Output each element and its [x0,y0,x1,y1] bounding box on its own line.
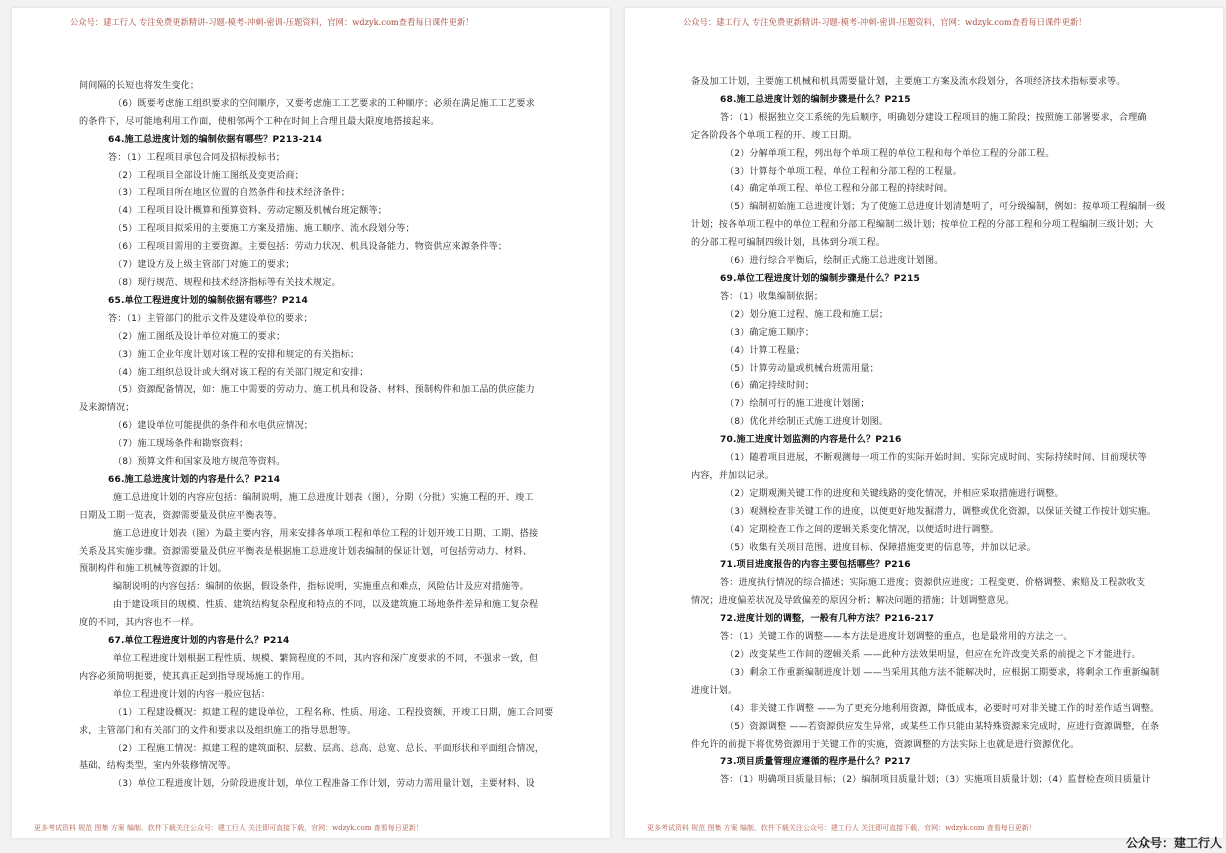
text-line: 单位工程进度计划根据工程性质、规模、繁简程度的不同，其内容和深广度要求的不同，不强求一致，但 [113,654,539,664]
text-line: （4）定期检查工作之间的逻辑关系变化情况，以便适时进行调整。 [725,524,1000,535]
text-line: 内容必须简明扼要，使其真正起到指导现场施工的作用。 [79,671,311,682]
text-line: 答：（1）关键工作的调整——本方法是进度计划调整的重点，也是最常用的方法之一。 [720,632,1073,643]
text-line: （5）工程项目拟采用的主要施工方案及措施、施工顺序、流水段划分等； [113,224,415,235]
text-line: （2）分解单项工程，列出每个单项工程的单位工程和每个单位工程的分部工程。 [725,148,1055,159]
text-line: 间间隔的长短也将发生变化； [79,81,200,91]
text-line: （4）确定单项工程、单位工程和分部工程的持续时间。 [725,184,953,195]
text-line: 计划；按各单项工程中的单位工程和分部工程编制二级计划；按单位工程的分部工程和分项工程编制三级计划；大 [691,220,1154,231]
question-heading: 69.单位工程进度计划的编制步骤是什么？P215 [720,273,920,284]
question-heading: 67.单位工程进度计划的内容是什么？P214 [108,636,290,647]
page-header: 公众号：建工行人 专注免费更新精讲-习题-模考-冲刺-密训-压题资料，官网：wdzyk.com查看每日课件更新！ [683,17,1087,27]
text-line: （5）资源调整 ——若资源供应发生异常，或某些工作只能由某特殊资源来完成时，应进行资源调整，在条 [725,721,1160,732]
text-line: 基础、结构类型，室内外装修情况等。 [79,761,237,772]
page-body [75,78,569,794]
text-line: 答：（1）明确项目质量目标；（2）编制项目质量计划；（3）实施项目质量计划；（4）监督检查项目质量计 [720,775,1151,786]
text-line: 施工总进度计划表（图）为最主要内容，用来安排各单项工程和单位工程的计划开竣工日期、工期、搭接 [113,528,539,539]
text-line: （6）确定持续时间； [725,381,815,392]
text-line: （1）随着项目进展，不断观测每一项工作的实际开始时间、实际完成时间、实际持续时间、目前现状等 [725,453,1147,464]
text-line: 情况；进度偏差状况及导致偏差的原因分析；解决问题的措施；计划调整意见。 [691,596,1015,607]
text-line: （3）剩余工作重新编制进度计划 ——当采用其他方法不能解决时，应根据工期要求，将剩余工作重新编制 [725,667,1160,678]
question-heading: 72.进度计划的调整，一般有几种方法？P216-217 [720,614,935,625]
text-line: （4）计算工程量； [725,345,805,356]
text-line: 关系及其实施步骤。资源需要量及供应平衡表是根据施工总进度计划表编制的保证计划，可包括劳动力、材料、 [79,546,532,557]
text-line: 内容，并加以记录。 [691,470,775,481]
text-line: （3）计算每个单项工程、单位工程和分部工程的工程量。 [725,166,963,177]
text-line: （5）计算劳动量或机械台班需用量； [725,363,879,374]
question-heading: 66.施工总进度计划的内容是什么？P214 [108,474,281,485]
text-line: （5）资源配备情况，如：施工中需要的劳动力、施工机具和设备、材料、预制构件和加工品的供应能力 [113,385,535,396]
page-body [687,74,1183,790]
question-heading: 68.施工总进度计划的编制步骤是什么？P215 [720,94,911,105]
text-line: 度的不同，其内容也不一样。 [79,618,200,629]
text-line: 进度计划。 [691,685,738,696]
text-line: 备及加工计划，主要施工机械和机具需要量计划，主要施工方案及流水段划分，各项经济技术指标要求等。 [691,77,1126,87]
text-line: （3）工程项目所在地区位置的自然条件和技术经济条件； [113,188,351,199]
text-line: 预制构件和施工机械等资源的计划。 [79,564,227,575]
text-line: 答：进度执行情况的综合描述；实际施工进度；资源供应进度；工程变更、价格调整、索赔及工程款收支 [720,578,1146,589]
text-line: （7）建设方及上级主管部门对施工的要求； [113,260,295,271]
document-page-right [625,8,1223,838]
text-line: 的分部工程可编制四级计划，具体到分项工程。 [691,238,886,249]
text-line: 由于建设项目的规模、性质、建筑结构复杂程度和特点的不同，以及建筑施工场地条件差异和施工复杂程 [113,600,539,611]
text-line: （2）改变某些工作间的逻辑关系 ——此种方法效果明显，但应在允许改变关系的前提之下才能进行。 [725,650,1141,660]
text-line: （1）工程建设概况：拟建工程的建设单位，工程名称、性质、用途、工程投资额，开竣工日期，施工合同要 [113,707,554,718]
text-line: 编制说明的内容包括：编制的依据，假设条件，指标说明，实施重点和难点，风险估计及应对措施等。 [113,582,529,593]
text-line: （3）确定施工顺序； [725,327,815,338]
text-line: （2）划分施工过程、施工段和施工层； [725,309,889,320]
text-line: 答：（1）工程项目承包合同及招标投标书； [108,152,286,163]
text-line: 答：（1）收集编制依据； [720,291,824,302]
text-line: （3）观测检查非关键工作的进度，以便更好地发掘潜力，调整或优化资源，以保证关键工作按计划实施。 [725,506,1157,517]
page-footer: 更多考试资料 规范 图集 方案 编制、软件下载关注公众号：建工行人 关注即可直接下载，官网：wdzyk.com 查看每日更新！ [647,824,1036,832]
text-line: （4）施工组织总设计或大纲对该工程的有关部门规定和安排； [113,367,369,378]
question-heading: 70.施工进度计划监测的内容是什么？P216 [720,435,902,446]
text-line: 及来源情况； [79,403,135,414]
watermark-label: 公众号：建工行人 [1125,836,1222,850]
text-line: （2）施工图纸及设计单位对施工的要求； [113,331,286,342]
text-line: 答：（1）根据独立交工系统的先后顺序，明确划分建设工程项目的施工阶段；按照施工部署要求，合理确 [720,112,1147,123]
text-line: （6）工程项目需用的主要资源。主要包括：劳动力状况、机具设备能力、物资供应来源条件等； [113,242,508,253]
question-heading: 71.项目进度报告的内容主要包括哪些？P216 [720,560,911,571]
page-footer: 更多考试资料 规范 图集 方案 编制、软件下载关注公众号：建工行人 关注即可直接下载，官网：wdzyk.com 查看每日更新！ [34,824,423,832]
text-line: 日期及工期一览表，资源需要量及供应平衡表等。 [79,510,283,521]
text-line: （6）进行综合平衡后，绘制正式施工总进度计划图。 [725,256,944,267]
text-line: 答：（1）主管部门的批示文件及建设单位的要求； [108,313,313,324]
text-line: （2）工程施工情况：拟建工程的建筑面积、层数、层高、总高、总宽、总长、平面形状和平面组合情况， [113,743,545,754]
question-heading: 64.施工总进度计划的编制依据有哪些？P213-214 [108,134,323,145]
text-line: （6）既要考虑施工组织要求的空间顺序，又要考虑施工工艺要求的工种顺序；必须在满足施工工艺要求 [113,98,535,109]
page-header: 公众号：建工行人 专注免费更新精讲-习题-模考-冲刺-密训-压题资料，官网：wdzyk.com查看每日课件更新！ [70,17,474,27]
text-line: （4）非关键工作调整 ——为了更充分地利用资源，降低成本，必要时可对非关键工作的时差作适当调整。 [725,703,1160,714]
text-line: 定各阶段各个单项工程的开、竣工日期。 [691,130,858,141]
text-line: 求，主管部门和有关部门的文件和要求以及组织施工的指导思想等。 [79,725,357,736]
text-line: （3）单位工程进度计划，分阶段进度计划，单位工程准备工作计划，劳动力需用量计划，主要材料、设 [113,779,535,790]
text-line: （4）工程项目设计概算和预算资料、劳动定额及机械台班定额等； [113,206,388,217]
text-line: （5）收集有关项目范围、进度目标、保障措施变更的信息等，并加以记录。 [725,542,1036,553]
text-line: （2）工程项目全部设计施工图纸及变更洽商； [113,170,304,181]
document-page-left [12,8,610,838]
text-line: （8）预算文件和国家及地方规范等资料。 [113,457,286,468]
text-line: （8）现行规范、规程和技术经济指标等有关技术规定。 [113,277,341,288]
text-line: （6）建设单位可能提供的条件和水电供应情况； [113,421,314,432]
text-line: （2）定期观测关键工作的进度和关键线路的变化情况，并相应采取措施进行调整。 [725,488,1064,499]
text-line: 的条件下，尽可能地利用工作面，使相邻两个工种在时间上合理且最大限度地搭接起来。 [79,116,440,127]
text-line: 件允许的前提下将优势资源用于关键工作的实施，资源调整的方法实际上也就是进行资源优化。 [691,739,1080,750]
text-line: （7）绘制可行的施工进度计划图； [725,399,870,410]
text-line: （5）编制初始施工总进度计划；为了使施工总进度计划清楚明了，可分级编制，例如：按单项工程编制一级 [725,202,1166,213]
text-line: 单位工程进度计划的内容一般应包括： [113,689,271,700]
text-line: （7）施工现场条件和勘察资料； [113,439,249,450]
question-heading: 73.项目质量管理应遵循的程序是什么？P217 [720,757,911,768]
text-line: 施工总进度计划的内容应包括：编制说明，施工总进度计划表（图），分期（分批）实施工程的开、竣工 [113,492,534,503]
question-heading: 65.单位工程进度计划的编制依据有哪些？P214 [108,295,308,306]
text-line: （3）施工企业年度计划对该工程的安排和规定的有关指标； [113,349,360,360]
text-line: （8）优化并绘制正式施工进度计划图。 [725,417,889,428]
